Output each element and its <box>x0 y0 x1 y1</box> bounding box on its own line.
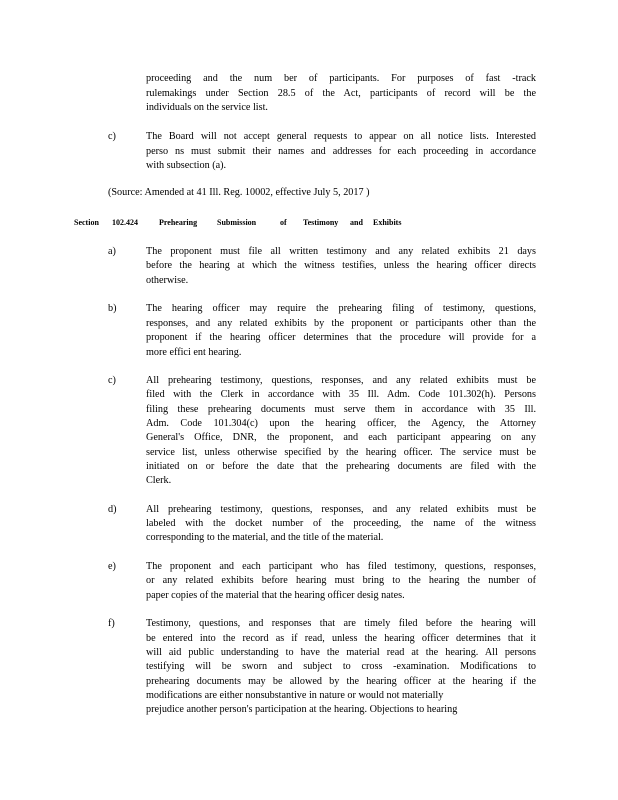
paragraph-line: with subsection (a). <box>146 160 227 171</box>
item-label: b) <box>108 303 117 314</box>
paragraph-line: testifying will be sworn and subject to cross -examination. Modifications to <box>146 661 536 672</box>
section-label: Section <box>74 218 99 227</box>
paragraph-line: The proponent must file all written testimony and any related exhibits 21 days <box>146 246 536 257</box>
section-title-word: Prehearing <box>159 218 198 227</box>
paragraph-line: service list, unless otherwise specified by the hearing officer. The service must be <box>146 447 536 458</box>
paragraph-line: otherwise. <box>146 275 189 286</box>
paragraph-line: or any related exhibits before hearing must bring to the hearing the number of <box>146 575 536 586</box>
paragraph-line: modifications are either nonsubstantive in nature or would not materially <box>146 690 444 701</box>
paragraph-line: Testimony, questions, and responses that are timely filed before the hearing will <box>146 618 536 629</box>
paragraph-line: initiated on or before the date that the prehearing documents are filed with the <box>146 461 536 472</box>
item-label: f) <box>108 618 115 629</box>
paragraph-line: General's Office, DNR, the proponent, and each participant appearing on any <box>146 432 536 443</box>
paragraph-line: The proponent and each participant who has filed testimony, questions, responses, <box>146 561 536 572</box>
paragraph-line: prehearing documents may be allowed by the hearing officer at the hearing if the <box>146 676 536 687</box>
paragraph-line: prejudice another person's participation at the hearing. Objections to hearing <box>146 704 458 715</box>
paragraph-line: paper copies of the material that the hearing officer desig nates. <box>146 590 405 601</box>
section-title-word: Exhibits <box>373 218 402 227</box>
paragraph-line: before the hearing at which the witness testifies, unless the hearing officer directs <box>146 260 536 271</box>
paragraph-line: individuals on the service list. <box>146 102 268 113</box>
section-title-word: of <box>280 218 287 227</box>
paragraph-line: All prehearing testimony, questions, responses, and any related exhibits must be <box>146 375 536 386</box>
item-label: e) <box>108 561 116 572</box>
paragraph-line: will aid public understanding to have the material read at the hearing. All persons <box>146 647 536 658</box>
section-title-word: and <box>350 218 363 227</box>
source-note: (Source: Amended at 41 Ill. Reg. 10002, effective July 5, 2017 ) <box>108 187 370 198</box>
section-title-word: Submission <box>217 218 257 227</box>
paragraph-line: All prehearing testimony, questions, responses, and any related exhibits must be <box>146 504 536 515</box>
paragraph-line: The Board will not accept general requests to appear on all notice lists. Interested <box>146 131 536 142</box>
paragraph-line: The hearing officer may require the prehearing filing of testimony, questions, <box>146 303 536 314</box>
item-label: a) <box>108 246 116 257</box>
item-label: c) <box>108 131 116 142</box>
section-number: 102.424 <box>112 218 138 227</box>
paragraph-line: proponent if the hearing officer determines that the procedure will provide for a <box>146 332 536 343</box>
paragraph-line: labeled with the docket number of the proceeding, the name of the witness <box>146 518 536 529</box>
paragraph-line: rulemakings under Section 28.5 of the Act, participants of record will be the <box>146 88 536 99</box>
item-label: c) <box>108 375 116 386</box>
paragraph-line: corresponding to the material, and the title of the material. <box>146 532 384 543</box>
paragraph-line: Clerk. <box>146 475 172 486</box>
paragraph-line: filed with the Clerk in accordance with 35 Ill. Adm. Code 101.302(h). Persons <box>146 389 536 400</box>
paragraph-line: responses, and any related exhibits by the proponent or participants other than the <box>146 318 536 329</box>
paragraph-line: be entered into the record as if read, unless the hearing officer determines that it <box>146 633 536 644</box>
item-label: d) <box>108 504 117 515</box>
paragraph-line: proceeding and the num ber of participants. For purposes of fast -track <box>146 73 536 84</box>
paragraph-line: filing these prehearing documents must serve them in accordance with 35 Ill. <box>146 404 536 415</box>
section-title-word: Testimony <box>303 218 339 227</box>
paragraph-line: more effici ent hearing. <box>146 347 242 358</box>
paragraph-line: Adm. Code 101.304(c) upon the hearing officer, the Agency, the Attorney <box>146 418 536 429</box>
paragraph-line: perso ns must submit their names and addresses for each proceeding in accordance <box>146 146 536 157</box>
